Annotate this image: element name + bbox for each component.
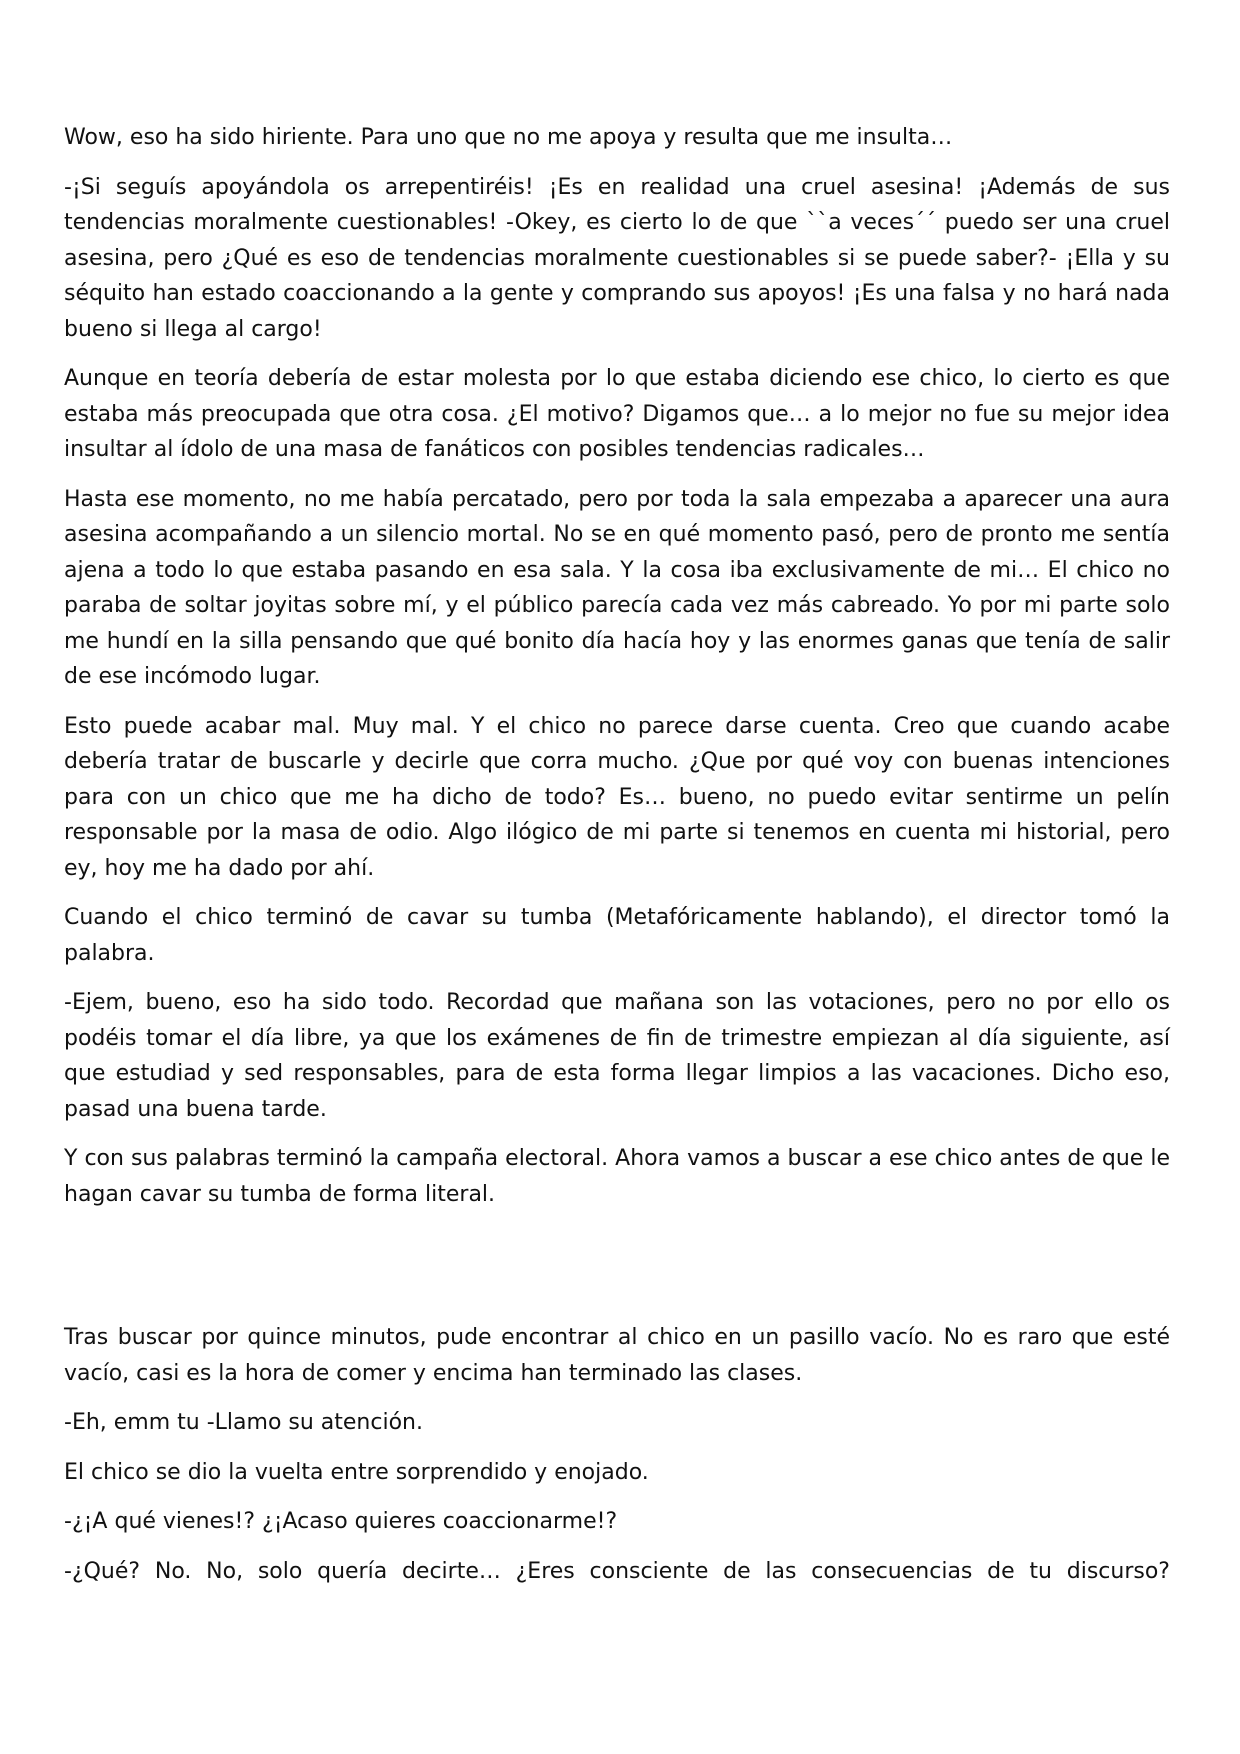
scene-break bbox=[64, 1226, 1170, 1320]
paragraph: Tras buscar por quince minutos, pude encontrar al chico en un pasillo vacío. No es raro que esté vacío, casi es la hora de comer y encima han terminado las clases. bbox=[64, 1325, 1170, 1386]
paragraph: Aunque en teoría debería de estar molesta por lo que estaba diciendo ese chico, lo cierto es que estaba más preocupada que otra cosa. ¿El motivo? Digamos que… a lo mejor no fue su mejor idea insultar al ídolo de una masa de fanáticos con posibles tendencias radicales… bbox=[64, 366, 1170, 462]
paragraph: El chico se dio la vuelta entre sorprendido y enojado. bbox=[64, 1459, 649, 1485]
paragraph: -¿¡A qué vienes!? ¿¡Acaso quieres coaccionarme!? bbox=[64, 1509, 618, 1534]
paragraph: -¿Qué? No. No, solo quería decirte… ¿Eres consciente de las consecuencias de tu discurso? bbox=[64, 1558, 1170, 1584]
paragraph: Hasta ese momento, no me había percatado, pero por toda la sala empezaba a aparecer una aura asesina acompañando a un silencio mortal. No se en qué momento pasó, pero de pronto me sentía ajena a todo lo que estaba pasando en esa sala. Y la cosa iba exclusivamente de mi… El chico no paraba de soltar joyitas sobre mí, y el público parecía cada vez más cabreado. Yo por mi parte solo me hundí en la silla pensando que qué bonito día hacía hoy y las enormes ganas que tenía de salir de ese incómodo lugar. bbox=[64, 486, 1170, 689]
paragraph: Cuando el chico terminó de cavar su tumba (Metafóricamente hablando), el director tomó la palabra. bbox=[64, 905, 1170, 966]
document-body bbox=[64, 120, 1170, 1603]
paragraph: -Ejem, bueno, eso ha sido todo. Recordad que mañana son las votaciones, pero no por ello os podéis tomar el día libre, ya que los exámenes de fin de trimestre empiezan al día siguiente, así que estudiad y sed responsables, para de esta forma llegar limpios a las vacaciones. Dicho eso, pasad una buena tarde. bbox=[64, 990, 1170, 1122]
paragraph: Y con sus palabras terminó la campaña electoral. Ahora vamos a buscar a ese chico antes de que le hagan cavar su tumba de forma literal. bbox=[64, 1146, 1170, 1207]
paragraph: Wow, eso ha sido hiriente. Para uno que no me apoya y resulta que me insulta… bbox=[64, 125, 953, 150]
paragraph: -¡Si seguís apoyándola os arrepentiréis! ¡Es en realidad una cruel asesina! ¡Además de sus tendencias moralmente cuestionables! -Okey, es cierto lo de que ``a veces´´ puedo ser una cruel asesina, pero ¿Qué es eso de tendencias moralmente cuestionables si se puede saber?- ¡Ella y su séquito han estado coaccionando a la gente y comprando sus apoyos! ¡Es una falsa y no hará nada bueno si llega al cargo! bbox=[64, 174, 1170, 342]
paragraph: Esto puede acabar mal. Muy mal. Y el chico no parece darse cuenta. Creo que cuando acabe debería tratar de buscarle y decirle que corra mucho. ¿Que por qué voy con buenas intenciones para con un chico que me ha dicho de todo? Es… bueno, no puedo evitar sentirme un pelín responsable por la masa de odio. Algo ilógico de mi parte si tenemos en cuenta mi historial, pero ey, hoy me ha dado por ahí. bbox=[64, 713, 1170, 881]
paragraph: -Eh, emm tu -Llamo su atención. bbox=[64, 1410, 423, 1435]
